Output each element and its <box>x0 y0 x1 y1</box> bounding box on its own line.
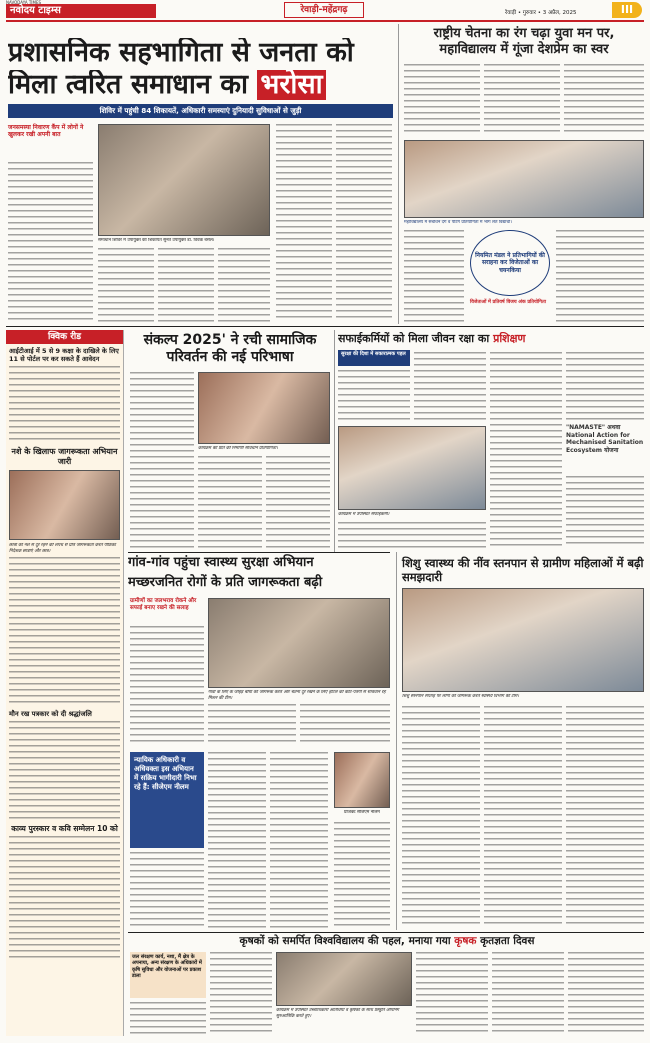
shishu-divider <box>396 552 397 930</box>
lead-col-1 <box>8 162 93 322</box>
brand-logo <box>6 4 156 18</box>
safai-col-6 <box>566 476 644 548</box>
safai-tag: सुरक्षा की दिशा में सकारात्मक पहल <box>338 350 410 366</box>
quick-read-label: क्विक रीड <box>6 330 123 344</box>
lead-col-2 <box>98 248 154 322</box>
safai-namaste-text: "NAMASTE" अथवा National Action for Mechanised Sanitation Ecosystem योजना <box>566 424 644 454</box>
top-right-col-2 <box>484 64 560 136</box>
top-right-subhead: विजेताओं में प्रतिवर्ष विजय अंक प्रतियोगिता <box>470 300 546 305</box>
quick-read-item1-body <box>9 366 120 444</box>
sankalp-photo-caption: कार्यक्रम की प्रति की निर्माणी संविधान प्रतियोगिता। <box>198 446 278 451</box>
bottom-headline-highlight: कृषक <box>454 935 477 947</box>
safai-headline <box>338 332 644 346</box>
bottom-headline <box>130 934 644 948</box>
gaon-col-5 <box>270 752 328 928</box>
sankalp-headline: संकल्प 2025' ने रची सामाजिक परिवर्तन की नई परिभाषा <box>143 332 317 365</box>
quick-read-item2-caption: छात्रों को नशे से दूर रहने की शपथ से प्रति जागरूकता करते पीठिका निदेशक छात्राएं और छात्र। <box>9 543 116 554</box>
lead-col-6 <box>336 124 392 322</box>
brand-name: नवोदय टाइम्स <box>10 5 61 16</box>
quick-read-item2-head: नशे के खिलाफ जागरूकता अभियान जारी <box>11 447 118 466</box>
safai-divider <box>334 330 335 552</box>
bottom-side-head: जल संरक्षण कार्य, नशा, मैं क्षेत्र के अपनाया, अन्य संरक्षण के अधिकारों में कृषि सुविधा और योजनाओं पर प्रकाश डाला <box>130 952 206 998</box>
lead-headline-2 <box>8 70 393 100</box>
lead-col-4 <box>218 248 270 322</box>
gaon-side-head: ग्रामीणों का जलभराव रोकने और सफाई बनाए रखने की सलाह <box>130 598 197 611</box>
safai-photo-caption: कार्यक्रम में उपस्थित सफाईकर्मी। <box>338 512 390 517</box>
gaon-col-7 <box>130 852 204 928</box>
top-right-headline: राष्ट्रीय चेतना का रंग चढ़ा युवा मन पर, महाविद्यालय में गूंजा देशप्रेम का स्वर <box>433 26 615 57</box>
safai-col-1 <box>338 370 410 422</box>
quick-read-box <box>6 330 124 1036</box>
sankalp-col-2 <box>198 456 262 548</box>
bottom-photo-caption: कार्यक्रम में उपस्थित उच्चाधिकारी अतिथियों व कृषकों के साथ प्रस्तुति ओपनिंग सुरुआतिकि करते हुए। <box>276 1008 400 1019</box>
safai-col-3 <box>338 522 486 550</box>
bottom-headline-text: कृषकों को समर्पित विश्वविद्यालय की पहल, मनाया गया <box>239 935 451 947</box>
top-right-pull-quote <box>470 230 550 296</box>
bottom-col-1 <box>130 1002 206 1036</box>
gaon-col-6 <box>334 822 390 928</box>
gaon-photo <box>208 598 390 688</box>
shishu-col-2 <box>484 706 562 928</box>
top-right-col-4 <box>404 230 464 322</box>
bottom-headline-text-end: कृतज्ञता दिवस <box>480 935 535 947</box>
quick-read-item1-head: आईटीआई में 5 से 9 कक्षा के दाखिले के लिए 11 से पोर्टल पर कर सकते हैं आवेदन <box>9 347 119 363</box>
bottom-col-3 <box>416 952 488 1036</box>
gaon-col-1 <box>130 626 204 746</box>
date-line: रेवाड़ी • गुरुवार • 3 अप्रैल, 2025 <box>505 10 577 16</box>
safai-col-2 <box>414 352 486 422</box>
row-rule-3 <box>128 932 644 933</box>
safai-headline-highlight: प्रशिक्षण <box>493 332 526 345</box>
quick-read-item3-body <box>9 721 120 821</box>
lead-photo <box>98 124 270 236</box>
safai-headline-text: सफाईकर्मियों को मिला जीवन रक्षा का <box>338 332 490 345</box>
masthead-rule <box>6 20 644 22</box>
sankalp-photo <box>198 372 330 444</box>
lead-side-head: जनसमस्या निवारण कैंप में लोगों ने खुलकर रखी अपनी बात <box>8 124 84 138</box>
shishu-headline: शिशु स्वास्थ्य की नींव स्तनपान से ग्रामीण महिलाओं में बढ़ी समझदारी <box>402 556 644 584</box>
pull-quote-text: नियमित मंडल ने प्रतिभागियों की सराहना कर विजेताओं का चयनकिया <box>475 251 545 274</box>
gaon-col-4 <box>208 752 266 928</box>
safai-photo <box>338 426 486 510</box>
gaon-col-3 <box>300 704 390 746</box>
shishu-col-1 <box>402 706 480 928</box>
quick-read-item3-head: मौन रख पत्रकार को दी श्रद्धांजलि <box>9 710 92 718</box>
gaon-portrait <box>334 752 390 808</box>
quick-read-item2-body <box>9 557 120 707</box>
top-right-photo <box>404 140 644 218</box>
gaon-photo-caption: गांवों के लिए के जोहड़ बीघों को जागरूक करते और चेतना दूर रखने के लिए होटल को कीट-पतंगो से सावधान रहें मिशन की टीम। <box>208 690 386 701</box>
row-rule-2 <box>128 552 390 553</box>
shishu-photo <box>402 588 644 692</box>
top-right-col-1 <box>404 64 480 136</box>
top-right-photo-caption: महाविद्यालय में संबोधन देंगे व पेटिंग प्रतियोगिता में भाग लेते विद्यार्थी। <box>404 220 512 225</box>
shishu-col-3 <box>566 706 644 928</box>
lead-headline-1: प्रशासनिक सहभागिता से जनता को <box>8 38 354 68</box>
lead-col-3 <box>158 248 214 322</box>
gaon-headline-2: मच्छरजनित रोगों के प्रति जागरूकता बढ़ी <box>128 575 323 590</box>
top-right-divider <box>398 24 399 324</box>
sankalp-col-1 <box>130 372 194 548</box>
gaon-col-2 <box>208 704 296 746</box>
bottom-col-2 <box>210 952 272 1036</box>
quick-read-item2-photo <box>9 470 120 540</box>
gaon-portrait-caption: प्रोजेक्ट सीजेएम नीलम <box>344 810 380 815</box>
lead-subhead: शिविर में पहुंची 84 शिकायतें, अधिकारी समस्याएं दुनियादी सुविधाओं से जुड़ी <box>8 104 393 118</box>
gaon-pull-quote: न्यायिक अधिकारी व अधिवक्ता इस अभियान में सक्रिय भागीदारी निभा रहे हैं: सीजेएम नीलम <box>130 752 204 848</box>
page-number: III <box>612 2 642 18</box>
section-tag: रेवाड़ी-महेंद्रगढ़ <box>284 2 364 18</box>
quick-read-item4-body <box>9 836 120 962</box>
lead-headline-highlight: भरोसा <box>257 70 325 100</box>
top-right-col-3 <box>564 64 644 136</box>
brand-sub: NAVODAYA TIMES <box>6 0 42 5</box>
safai-col-4 <box>490 352 562 548</box>
gaon-headline-1: गांव-गांव पहुंचा स्वास्थ्य सुरक्षा अभियान <box>128 555 314 570</box>
shishu-photo-caption: शिशु स्तनपान सप्ताह पर लोगों को जागरूक करते स्वास्थ्य विभाग की टीम। <box>402 694 519 699</box>
bottom-col-4 <box>492 952 564 1036</box>
safai-col-5 <box>566 352 644 420</box>
row-rule-1 <box>6 326 644 327</box>
quick-read-item4-head: काव्य पुरस्कार व कवि सम्मेलन 10 को <box>11 824 118 833</box>
sankalp-col-3 <box>266 456 330 548</box>
lead-col-5 <box>276 124 332 322</box>
top-right-col-5 <box>556 230 644 322</box>
lead-headline-2-text: मिला त्वरित समाधान का <box>8 70 248 100</box>
bottom-col-5 <box>568 952 644 1036</box>
bottom-photo <box>276 952 412 1006</box>
lead-photo-caption: समाधान शिविर में उपायुक्त की शिकायत सुनते उपायुक्त डा. विवेक बंसल। <box>98 238 215 243</box>
